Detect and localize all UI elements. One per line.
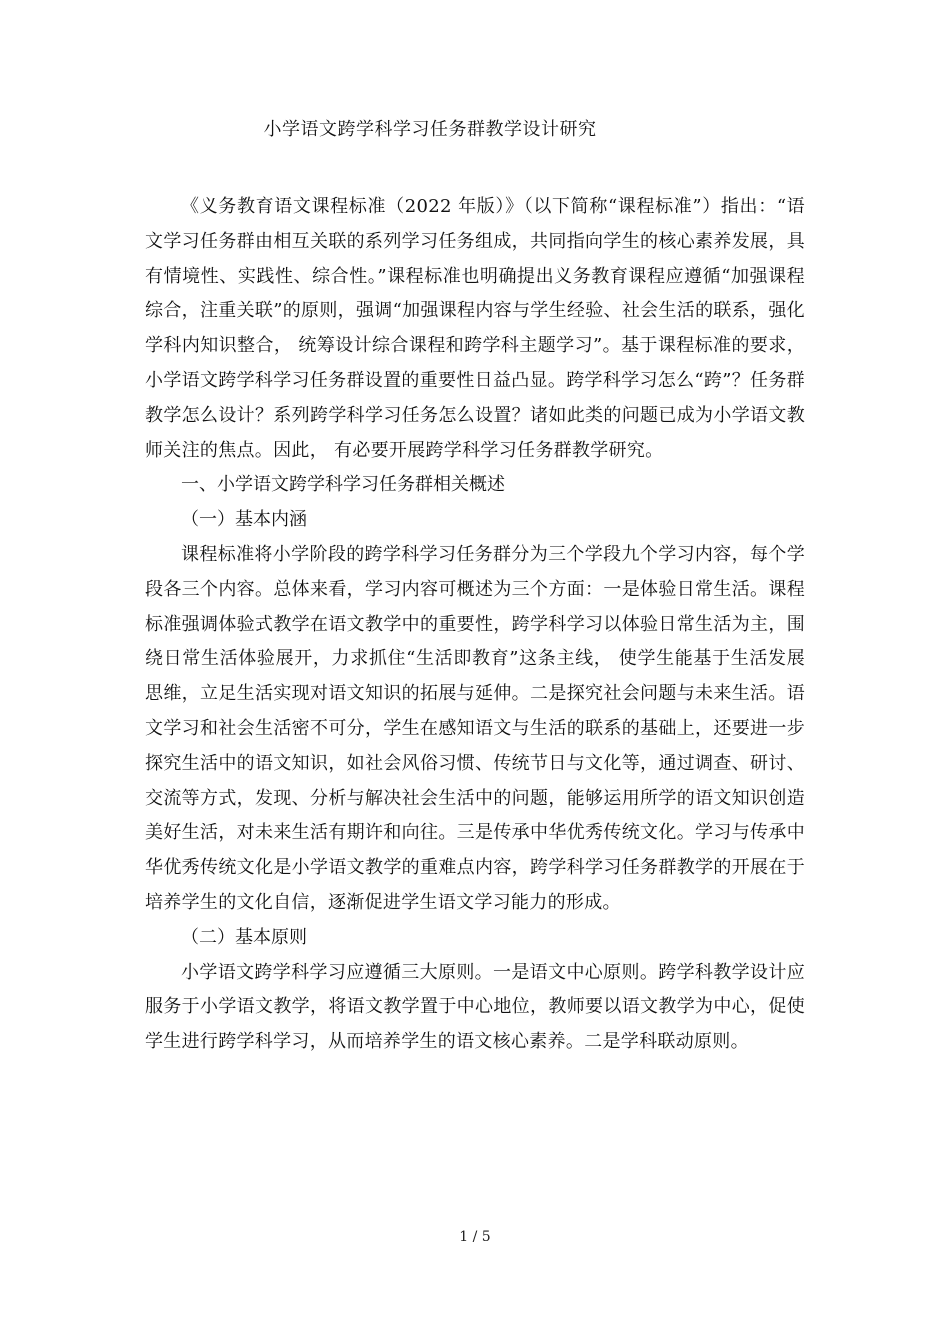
page-number: 1 / 5 bbox=[459, 1229, 491, 1245]
subsection-heading-basic-principles: （二）基本原则 bbox=[181, 926, 307, 948]
subsection-heading-basic-meaning: （一）基本内涵 bbox=[181, 509, 307, 531]
section-heading: 一、小学语文跨学科学习任务群相关概述 bbox=[181, 474, 505, 496]
intro-paragraph: 《义务教育语文课程标准（2022 年版）》（以下简称“课程标准”）指出：“语文学习任务群由相互关联的系列学习任务组成，共同指向学生的核心素养发展，具有情境性、实践性、综合性。”课程标准也明确提出义务教育课程应遵循“加强课程综合，注重关联”的原则，强调“加强课程内容与学生经验、社会生活的联系，强化学科内知识整合， 统筹设计综合课程和跨学科主题学习”。基于课程标准的要求，小学语文跨学科学习任务群设置的重要性日益凸显。跨学科学习怎么“跨”？任务群教学怎么设计？系列跨学科学习任务怎么设置？诸如此类的问题已成为小学语文教师关注的焦点。因此， 有必要开展跨学科学习任务群教学研究。 bbox=[145, 196, 805, 461]
basic-meaning-paragraph: 课程标准将小学阶段的跨学科学习任务群分为三个学段九个学习内容，每个学段各三个内容。总体来看，学习内容可概述为三个方面：一是体验日常生活。课程标准强调体验式教学在语文教学中的重要性，跨学科学习以体验日常生活为主，围绕日常生活体验展开，力求抓住“生活即教育”这条主线， 使学生能基于生活发展思维，立足生活实现对语文知识的拓展与延伸。二是探究社会问题与未来生活。语文学习和社会生活密不可分，学生在感知语文与生活的联系的基础上，还要进一步探究生活中的语文知识，如社会风俗习惯、传统节日与文化等，通过调查、研讨、交流等方式，发现、分析与解决社会生活中的问题，能够运用所学的语文知识创造美好生活，对未来生活有期许和向往。三是传承中华优秀传统文化。学习与传承中华优秀传统文化是小学语文教学的重难点内容，跨学科学习任务群教学的开展在于培养学生的文化自信，逐渐促进学生语文学习能力的形成。 bbox=[145, 543, 805, 913]
document-body bbox=[145, 190, 805, 1060]
basic-principles-paragraph: 小学语文跨学科学习应遵循三大原则。一是语文中心原则。跨学科教学设计应服务于小学语文教学，将语文教学置于中心地位，教师要以语文教学为中心，促使学生进行跨学科学习，从而培养学生的语文核心素养。二是学科联动原则。 bbox=[145, 961, 805, 1053]
document-title: 小学语文跨学科学习任务群教学设计研究 bbox=[263, 119, 597, 140]
